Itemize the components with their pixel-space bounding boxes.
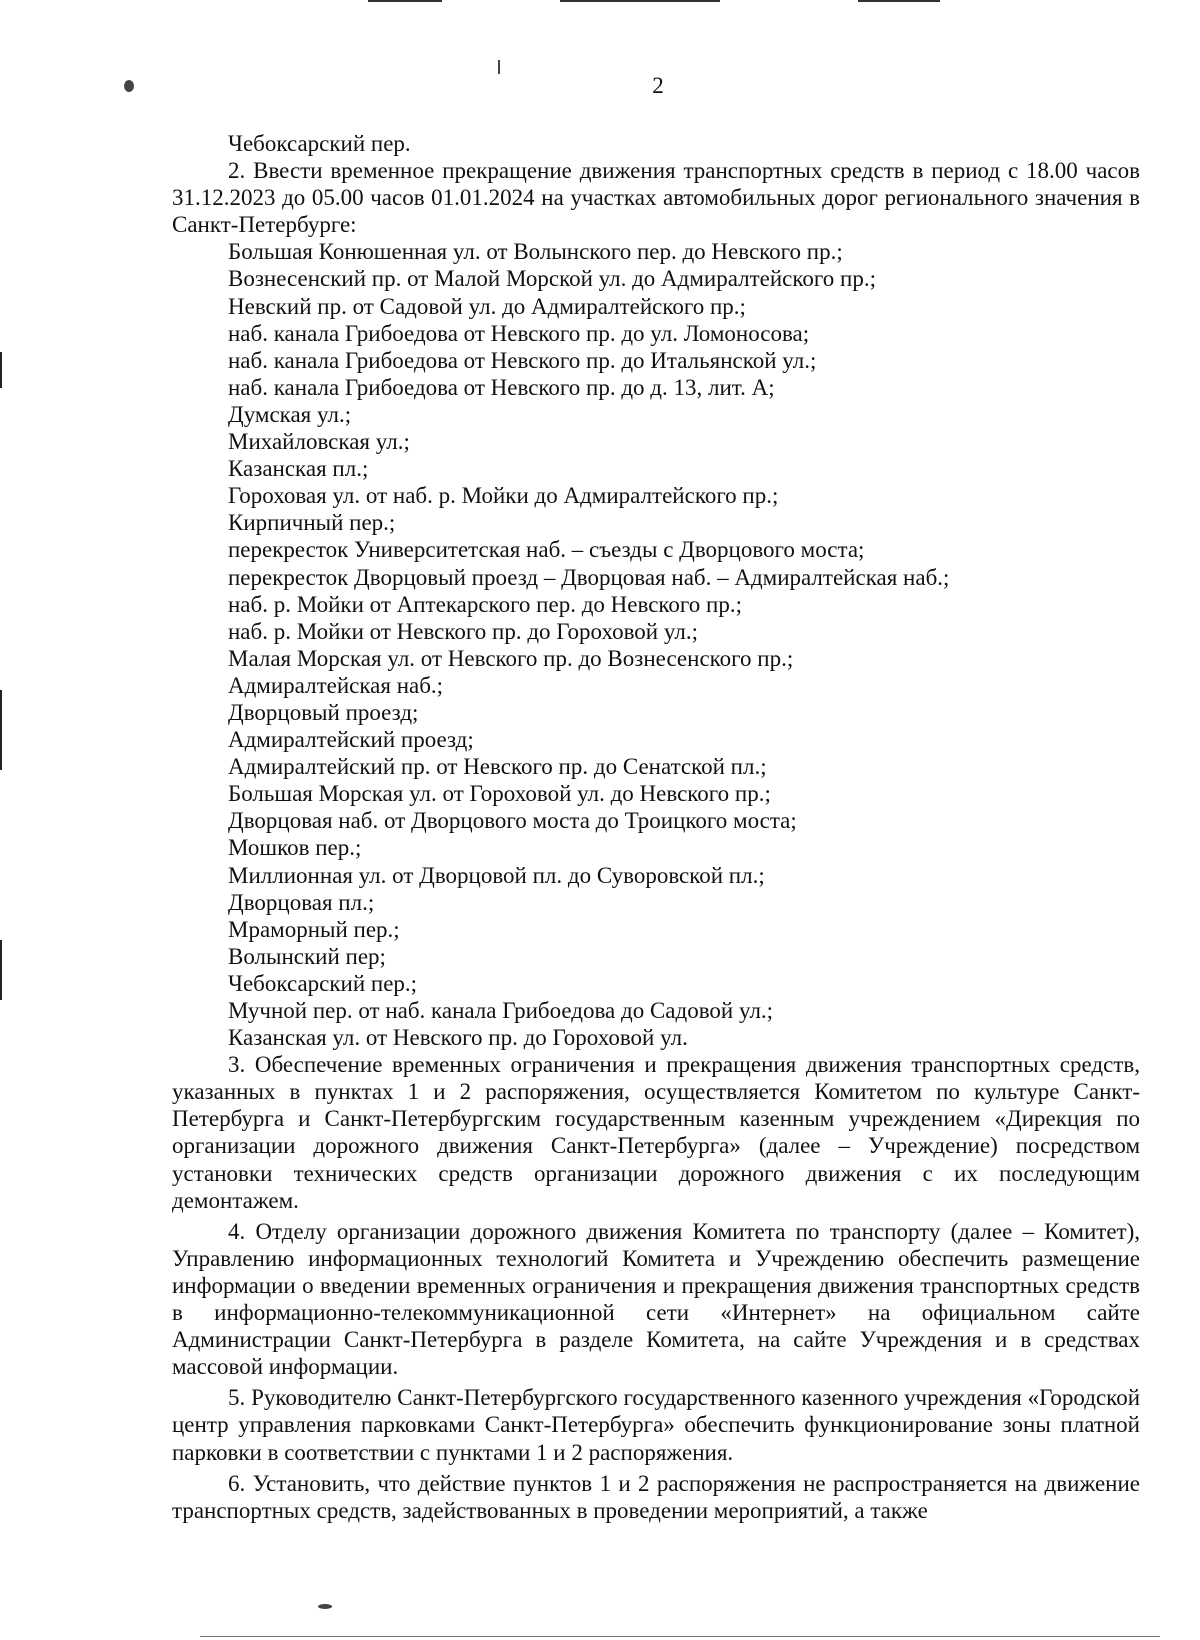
street-item: Волынский пер; xyxy=(228,943,386,969)
street-item: Дворцовая наб. от Дворцового моста до Троицкого моста; xyxy=(228,808,797,834)
street-item: Большая Морская ул. от Гороховой ул. до Невского пр.; xyxy=(228,781,771,807)
street-item: перекресток Дворцовый проезд – Дворцовая наб. – Адмиралтейская наб.; xyxy=(228,564,950,590)
scan-artifact-top-2 xyxy=(560,0,720,2)
street-item: Мошков пер.; xyxy=(228,835,362,861)
street-item: Казанская ул. от Невского пр. до Гороховой ул. xyxy=(228,1025,688,1051)
paragraph-4: 4. Отделу организации дорожного движения Комитета по транспорту (далее – Комитет), Управлению информационных технологий Комитета и Учреждению обеспечить размещение информации о введении временных ограничения и прекращения движения транспортных средств в информационно-телекоммуникационной сети «Интернет» на официальном сайте Администрации Санкт-Петербурга в разделе Комитета, на сайте Учреждения и в средствах массовой информации. xyxy=(172,1218,1140,1380)
street-item: наб. канала Грибоедова от Невского пр. до Итальянской ул.; xyxy=(228,347,817,373)
paragraph-2: 2. Ввести временное прекращение движения транспортных средств в период с 18.00 часов 31.12.2023 до 05.00 часов 01.01.2024 на участках автомобильных дорог регионального значения в Санкт-Петербурге: xyxy=(172,158,1140,238)
scan-edge-mark xyxy=(0,690,2,770)
street-item: Вознесенский пр. от Малой Морской ул. до Адмиралтейского пр.; xyxy=(228,266,876,292)
street-item: Адмиралтейский проезд; xyxy=(228,727,474,753)
scan-artifact-bottom xyxy=(200,1636,1160,1637)
scan-artifact-top-1 xyxy=(368,0,442,2)
street-list xyxy=(172,238,1140,1051)
street-item: Адмиралтейская наб.; xyxy=(228,672,444,698)
street-item: наб. канала Грибоедова от Невского пр. до д. 13, лит. А; xyxy=(228,374,775,400)
street-item: наб. канала Грибоедова от Невского пр. до ул. Ломоносова; xyxy=(228,320,810,346)
scan-artifact-top-3 xyxy=(858,0,940,2)
street-item: наб. р. Мойки от Аптекарского пер. до Невского пр.; xyxy=(228,591,742,617)
street-item: Думская ул.; xyxy=(228,401,352,427)
street-item: Кирпичный пер.; xyxy=(228,510,396,536)
street-item: Михайловская ул.; xyxy=(228,429,410,455)
street-item: Миллионная ул. от Дворцовой пл. до Суворовской пл.; xyxy=(228,862,765,888)
street-item: Казанская пл.; xyxy=(228,456,369,482)
street-item: Чебоксарский пер.; xyxy=(228,970,418,996)
street-item: Адмиралтейский пр. от Невского пр. до Сенатской пл.; xyxy=(228,754,767,780)
street-item: Дворцовая пл.; xyxy=(228,889,375,915)
paragraph-6: 6. Установить, что действие пунктов 1 и 2 распоряжения не распространяется на движение транспортных средств, задействованных в проведении мероприятий, а также xyxy=(172,1470,1140,1523)
street-item: Невский пр. от Садовой ул. до Адмиралтейского пр.; xyxy=(228,293,746,319)
street-item: Большая Конюшенная ул. от Волынского пер. до Невского пр.; xyxy=(228,239,843,265)
scan-edge-mark xyxy=(0,940,2,1000)
scan-edge-mark xyxy=(0,352,2,388)
street-item: Гороховая ул. от наб. р. Мойки до Адмиралтейского пр.; xyxy=(228,483,779,509)
document-body xyxy=(172,130,1140,1524)
paragraph-5: 5. Руководителю Санкт-Петербургского государственного казенного учреждения «Городской центр управления парковками Санкт-Петербурга» обеспечить функционирование зоны платной парковки в соответствии с пунктами 1 и 2 распоряжения. xyxy=(172,1385,1140,1465)
scan-speck xyxy=(318,1604,332,1609)
page-number: 2 xyxy=(652,73,664,98)
paragraph-3: 3. Обеспечение временных ограничения и прекращения движения транспортных средств, указанных в пунктах 1 и 2 распоряжения, осуществляется Комитетом по культуре Санкт-Петербурга и Санкт-Петербургским государственным казенным учреждением «Дирекция по организации дорожного движения Санкт-Петербурга» (далее – Учреждение) посредством установки технических средств организации дорожного движения с их последующим демонтажем. xyxy=(172,1052,1140,1213)
street-item: наб. р. Мойки от Невского пр. до Гороховой ул.; xyxy=(228,618,698,644)
text-line: Чебоксарский пер. xyxy=(228,131,411,156)
scan-speck xyxy=(498,60,500,74)
street-item: Мучной пер. от наб. канала Грибоедова до Садовой ул.; xyxy=(228,998,774,1023)
street-item: Мраморный пер.; xyxy=(228,916,400,942)
street-item: Малая Морская ул. от Невского пр. до Вознесенского пр.; xyxy=(228,645,794,671)
street-item: Дворцовый проезд; xyxy=(228,699,419,725)
street-item: перекресток Университетская наб. – съезды с Дворцового моста; xyxy=(228,537,865,563)
